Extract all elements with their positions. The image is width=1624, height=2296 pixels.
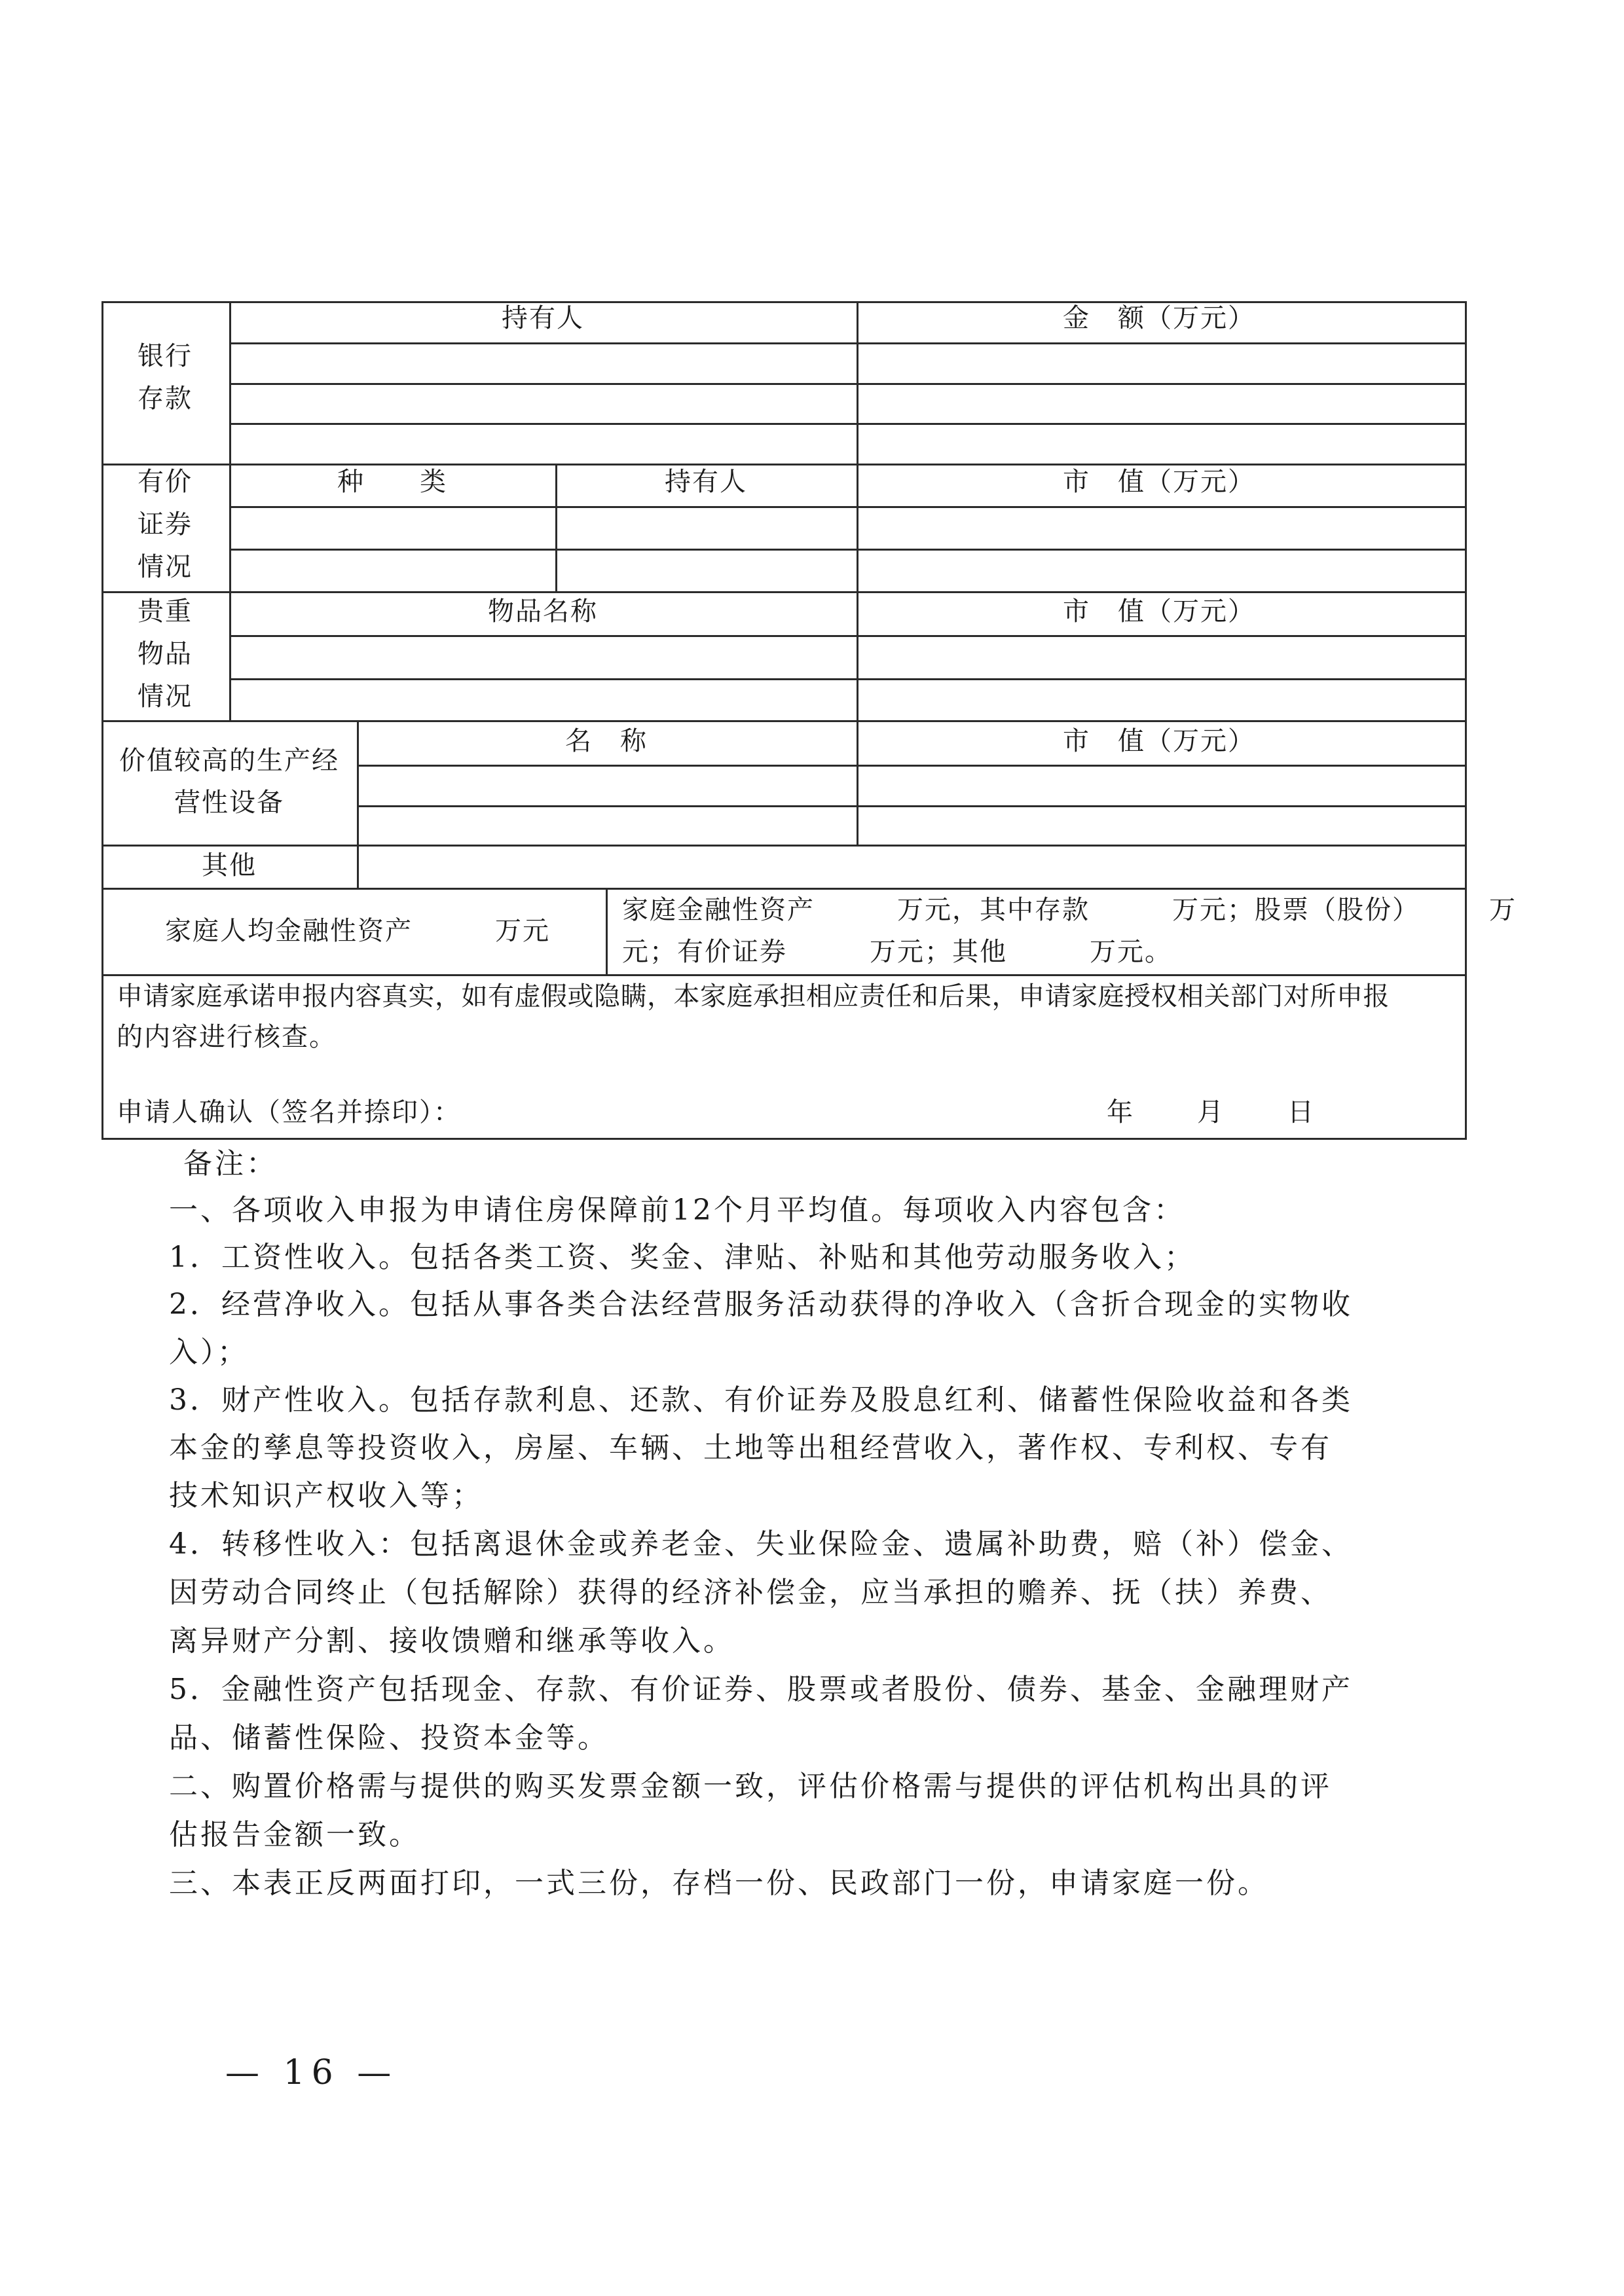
valuables-value-header: 市 值（万元） xyxy=(1063,596,1255,627)
note-line: 技术知识产权收入等； xyxy=(169,1479,483,1512)
bank-label-line: 银行 xyxy=(138,341,193,371)
table-rule xyxy=(1465,301,1467,1138)
note-line: 4．转移性收入：包括离退休金或养老金、失业保险金、遗属补助费，赔（补）偿金、 xyxy=(169,1527,1353,1561)
table-rule xyxy=(357,805,1467,807)
note-line: 1．工资性收入。包括各类工资、奖金、津贴、补贴和其他劳动服务收入； xyxy=(169,1241,1196,1274)
table-rule xyxy=(101,720,1467,722)
table-rule xyxy=(229,423,1467,425)
note-line: 离异财产分割、接收馈赠和继承等收入。 xyxy=(169,1624,735,1658)
bank-amount-header: 金 额（万元） xyxy=(1063,303,1255,333)
commitment-text-line: 申请家庭承诺申报内容真实，如有虚假或隐瞒，本家庭承担相应责任和后果，申请家庭授权相关部门对所申报 xyxy=(117,981,1390,1011)
bank-holder-header: 持有人 xyxy=(502,303,584,333)
note-line: 估报告金额一致。 xyxy=(169,1818,420,1851)
table-rule xyxy=(101,301,103,1138)
note-line: 三、本表正反两面打印，一式三份，存档一份、民政部门一份，申请家庭一份。 xyxy=(169,1867,1269,1900)
valuables-label-line: 物品 xyxy=(138,639,193,669)
per-capita-financial-assets: 家庭人均金融性资产 万元 xyxy=(165,916,550,946)
equipment-name-header: 名 称 xyxy=(565,726,648,756)
table-rule xyxy=(357,720,359,888)
table-rule xyxy=(101,301,1467,303)
other-label: 其他 xyxy=(202,850,257,881)
securities-value-header: 市 值（万元） xyxy=(1063,467,1255,497)
bank-label-line: 存款 xyxy=(138,384,193,414)
equipment-value-header: 市 值（万元） xyxy=(1063,726,1255,756)
valuables-name-header: 物品名称 xyxy=(488,596,598,627)
table-rule xyxy=(101,464,1467,465)
note-line: 2．经营净收入。包括从事各类合法经营服务活动获得的净收入（含折合现金的实物收 xyxy=(169,1288,1353,1321)
signature-label: 申请人确认（签名并捺印）： xyxy=(117,1097,461,1127)
note-line: 品、储蓄性保险、投资本金等。 xyxy=(169,1721,609,1755)
notes-heading: 备注： xyxy=(183,1147,278,1180)
note-line: 一、各项收入申报为申请住房保障前12个月平均值。每项收入内容包含： xyxy=(169,1194,1185,1227)
page-number: — 16 — xyxy=(225,2053,398,2092)
table-rule xyxy=(229,383,1467,385)
table-rule xyxy=(101,591,1467,593)
table-rule xyxy=(229,301,231,720)
securities-label-line: 情况 xyxy=(138,552,193,582)
table-rule xyxy=(101,974,1467,976)
household-financial-assets-line: 家庭金融性资产 万元，其中存款 万元；股票（股份） 万 xyxy=(622,895,1517,925)
commitment-text-line: 的内容进行核查。 xyxy=(117,1022,337,1052)
note-line: 二、购置价格需与提供的购买发票金额一致，评估价格需与提供的评估机构出具的评 xyxy=(169,1770,1332,1803)
note-line: 本金的孳息等投资收入，房屋、车辆、土地等出租经营收入，著作权、专利权、专有 xyxy=(169,1431,1332,1465)
table-rule xyxy=(101,888,1467,890)
table-rule xyxy=(229,549,1467,551)
table-rule xyxy=(229,635,1467,637)
equipment-label-line: 价值较高的生产经 xyxy=(119,746,339,776)
signature-date: 年 月 日 xyxy=(1107,1097,1318,1127)
securities-label-line: 有价 xyxy=(138,467,193,497)
securities-holder-header: 持有人 xyxy=(665,467,747,497)
table-rule xyxy=(229,506,1467,508)
table-rule xyxy=(555,464,557,591)
household-financial-assets-line: 元；有价证券 万元；其他 万元。 xyxy=(622,937,1172,967)
note-line: 入）； xyxy=(169,1336,249,1369)
table-rule xyxy=(606,888,608,974)
table-rule xyxy=(101,1138,1467,1140)
table-rule xyxy=(357,765,1467,767)
note-line: 3．财产性收入。包括存款利息、还款、有价证券及股息红利、储蓄性保险收益和各类 xyxy=(169,1383,1353,1417)
note-line: 5．金融性资产包括现金、存款、有价证券、股票或者股份、债券、基金、金融理财产 xyxy=(169,1673,1353,1706)
valuables-label-line: 情况 xyxy=(138,682,193,712)
valuables-label-line: 贵重 xyxy=(138,596,193,627)
table-rule xyxy=(229,342,1467,344)
securities-label-line: 证券 xyxy=(138,509,193,539)
table-rule xyxy=(857,301,858,845)
equipment-label-line: 营性设备 xyxy=(174,788,284,818)
table-rule xyxy=(229,678,1467,680)
note-line: 因劳动合同终止（包括解除）获得的经济补偿金，应当承担的赡养、抚（扶）养费、 xyxy=(169,1576,1332,1609)
securities-type-header: 种 类 xyxy=(337,467,447,497)
table-rule xyxy=(101,845,1467,847)
